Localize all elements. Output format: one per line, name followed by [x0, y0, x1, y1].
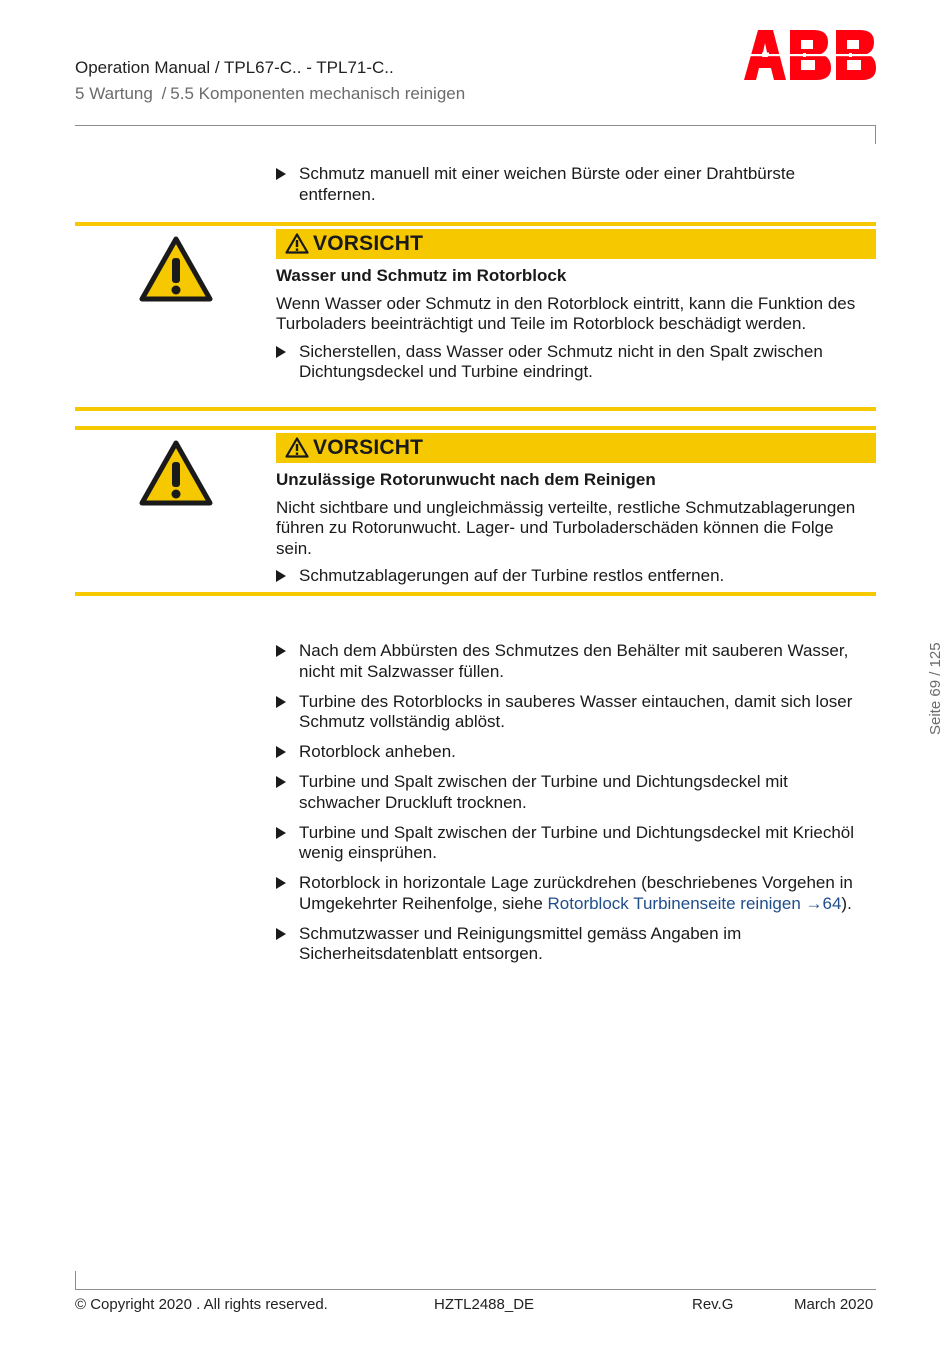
step-text: Rotorblock anheben. [299, 742, 456, 761]
warning-small-icon [285, 233, 309, 254]
signal-word: VORSICHT [313, 436, 424, 459]
list-item [276, 641, 866, 682]
caution-content [276, 470, 866, 587]
intro-step [276, 164, 866, 205]
caution-content [276, 266, 866, 383]
header-divider [75, 125, 876, 126]
list-item [276, 924, 866, 965]
revision: Rev.G [692, 1296, 734, 1313]
step-text: Schmutz manuell mit einer weichen Bürste oder einer Drahtbürste entfernen. [299, 164, 796, 204]
list-item [276, 342, 866, 383]
bullet-arrow-icon [276, 696, 286, 708]
breadcrumb-chapter: Wartung [89, 84, 153, 103]
breadcrumb-separator: / [161, 84, 167, 103]
page-number: Seite 69 / 125 [927, 642, 944, 735]
abb-logo [744, 30, 876, 80]
list-item [276, 164, 866, 205]
bullet-arrow-icon [276, 168, 286, 180]
step-text: Nach dem Abbürsten des Schmutzes den Behälter mit sauberen Wasser, nicht mit Salzwasser füllen. [299, 641, 849, 681]
warning-triangle-icon [139, 440, 213, 506]
caution-title: Wasser und Schmutz im Rotorblock [276, 266, 567, 285]
breadcrumb-chapter-number: 5 [75, 84, 85, 103]
document-title: Operation Manual / TPL67-C.. - TPL71-C.. [75, 58, 394, 77]
bullet-arrow-icon [276, 746, 286, 758]
header-divider-tick [875, 125, 876, 144]
breadcrumb-section: Komponenten mechanisch reinigen [198, 84, 466, 103]
list-item [276, 566, 866, 587]
bullet-arrow-icon [276, 877, 286, 889]
caution-title: Unzulässige Rotorunwucht nach dem Reinigen [276, 470, 656, 489]
warning-small-icon [285, 437, 309, 458]
bullet-arrow-icon [276, 346, 286, 358]
caution-description: Wenn Wasser oder Schmutz in den Rotorblock eintritt, kann die Funktion des Turboladers beeinträchtigt und Teile im Rotorblock beschädigt werden. [276, 293, 856, 333]
bullet-arrow-icon [276, 827, 286, 839]
footer-divider [75, 1289, 876, 1290]
warning-triangle-icon [139, 236, 213, 302]
caution-action: Schmutzablagerungen auf der Turbine restlos entfernen. [299, 566, 725, 585]
step-text: Schmutzwasser und Reinigungsmittel gemäss Angaben im Sicherheitsdatenblatt entsorgen. [299, 923, 742, 963]
bullet-arrow-icon [276, 570, 286, 582]
breadcrumb [75, 84, 465, 104]
publication-date: March 2020 [794, 1296, 874, 1313]
footer-divider-tick [75, 1271, 76, 1290]
document-id: HZTL2488_DE [434, 1296, 535, 1313]
caution-description: Nicht sichtbare und ungleichmässig verteilte, restliche Schmutzablagerungen führen zu Rotorunwucht. Lager- und Turboladerschäden können die Folge sein. [276, 497, 856, 558]
caution-banner [276, 229, 876, 259]
list-item [276, 772, 866, 813]
caution-banner [276, 433, 876, 463]
list-item [276, 873, 866, 914]
signal-word: VORSICHT [313, 232, 424, 255]
list-item [276, 692, 866, 733]
copyright: © Copyright 2020 . All rights reserved. [75, 1296, 328, 1313]
cross-reference-link[interactable]: Rotorblock Turbinenseite reinigen →64 [547, 893, 842, 913]
step-text: Rotorblock in horizontale Lage zurückdrehen (beschriebenes Vorgehen in Umgekehrter Reihenfolge, siehe [299, 873, 853, 913]
step-text: Turbine und Spalt zwischen der Turbine und Dichtungsdeckel mit schwacher Druckluft trocknen. [299, 772, 788, 812]
caution-action: Sicherstellen, dass Wasser oder Schmutz nicht in den Spalt zwischen Dichtungsdeckel und Turbine eindringt. [299, 341, 823, 381]
step-text: Turbine des Rotorblocks in sauberes Wasser eintauchen, damit sich loser Schmutz vollständig ablöst. [299, 691, 853, 731]
caution-box [75, 426, 876, 596]
step-list [276, 641, 866, 965]
bullet-arrow-icon [276, 645, 286, 657]
caution-box [75, 222, 876, 411]
bullet-arrow-icon [276, 928, 286, 940]
step-text: Turbine und Spalt zwischen der Turbine und Dichtungsdeckel mit Kriechöl wenig einsprühen. [299, 822, 854, 862]
step-text-end: ). [841, 893, 852, 913]
bullet-arrow-icon [276, 776, 286, 788]
list-item [276, 823, 866, 864]
breadcrumb-section-number: 5.5 [170, 84, 194, 103]
list-item [276, 742, 866, 763]
